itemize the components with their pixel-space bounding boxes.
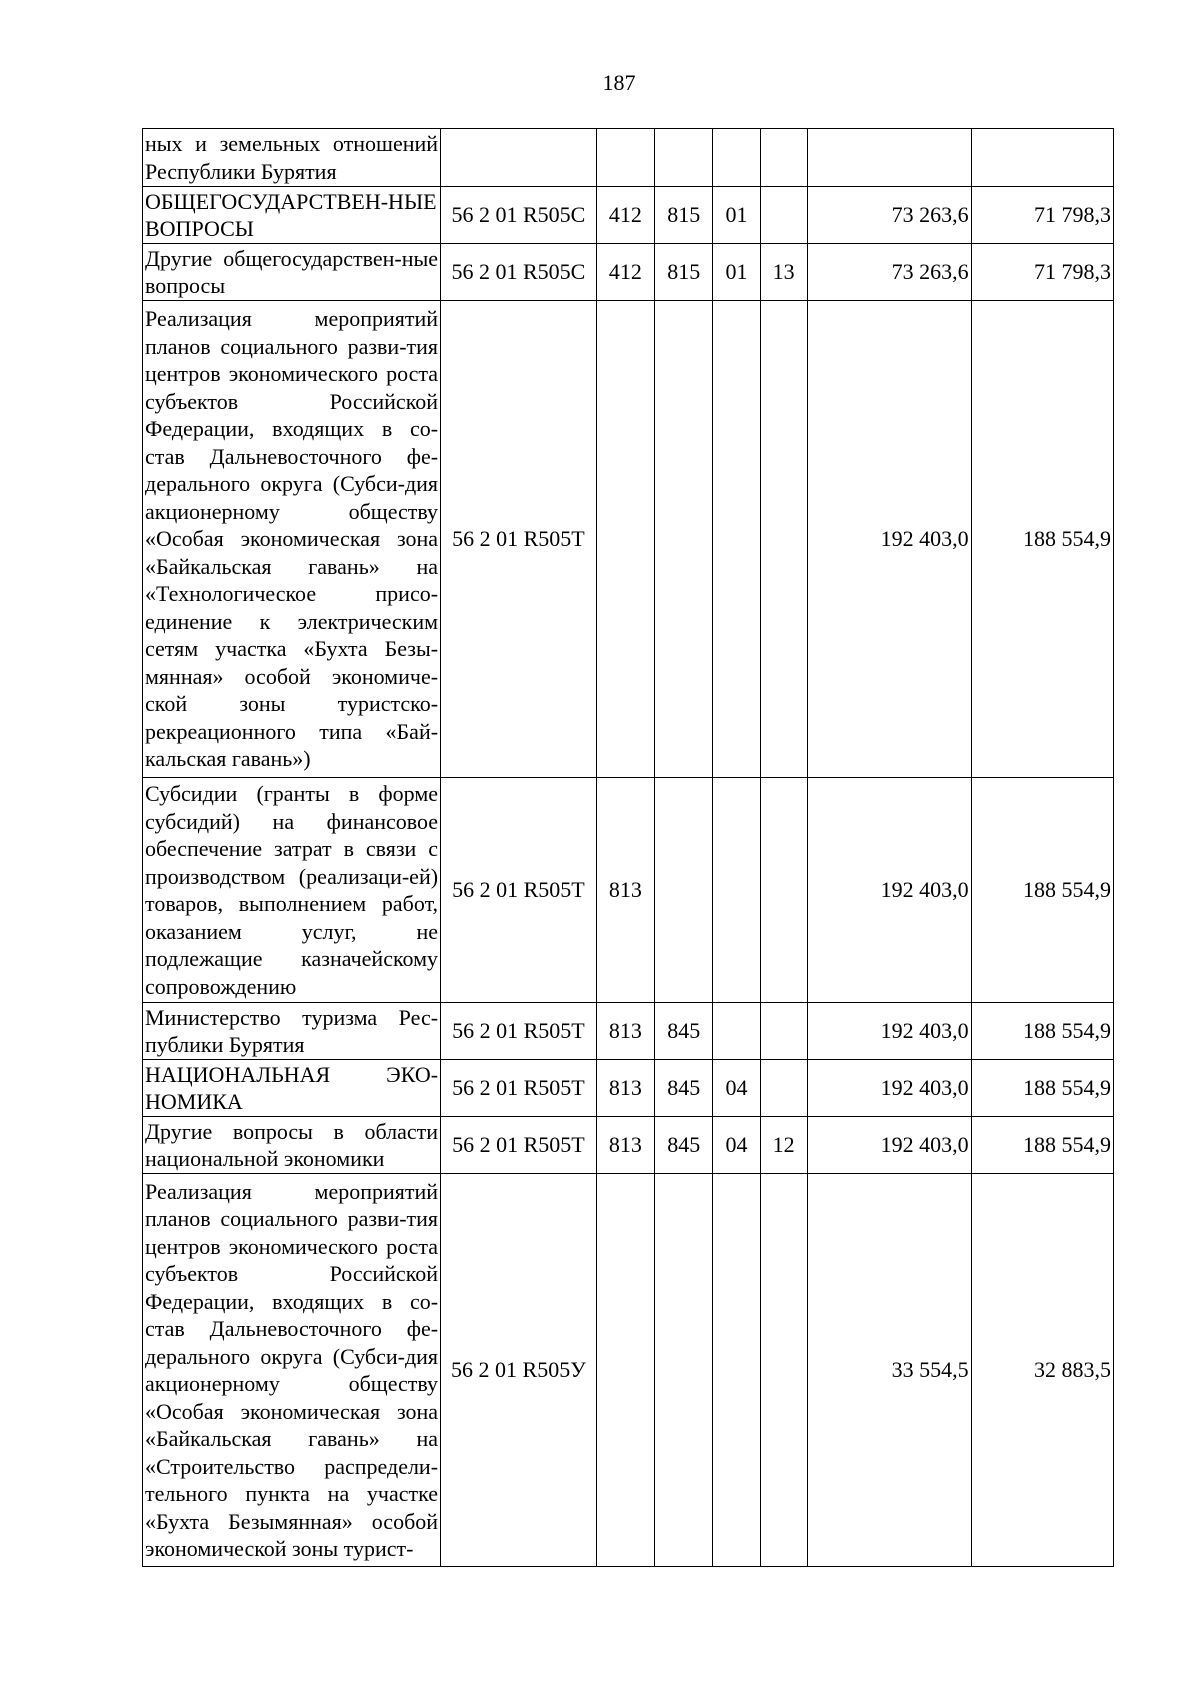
administrator-code: 845 [655, 1003, 713, 1060]
amount-2 [971, 129, 1113, 187]
target-article-code: 56 2 01 R505У [441, 1174, 597, 1567]
target-article-code: 56 2 01 R505Т [441, 1003, 597, 1060]
target-article-code [441, 129, 597, 187]
amount-2: 188 554,9 [971, 778, 1113, 1003]
row-description: ОБЩЕГОСУДАРСТВЕН-НЫЕ ВОПРОСЫ [143, 187, 441, 244]
section-code [713, 778, 760, 1003]
amount-1: 192 403,0 [807, 1060, 971, 1117]
amount-2: 188 554,9 [971, 1117, 1113, 1174]
subsection-code [760, 129, 807, 187]
section-code: 04 [713, 1117, 760, 1174]
subsection-code [760, 1174, 807, 1567]
subsection-code [760, 187, 807, 244]
expense-type-code: 412 [596, 187, 654, 244]
amount-2: 188 554,9 [971, 1003, 1113, 1060]
amount-1: 192 403,0 [807, 1003, 971, 1060]
subsection-code: 13 [760, 244, 807, 301]
section-code: 01 [713, 187, 760, 244]
row-description: Реализация мероприятий планов социального разви-тия центров экономического роста субъектов Российской Федерации, входящих в со-став Дальневосточного фе-дерального округа (Субси-дия акционерному обществу «Особая экономическая зона «Байкальская гавань» на «Технологическое присо-единение к электрическим сетям участка «Бухта Безы-мянная» особой экономиче-ской зоны туристско-рекреационного типа «Бай-кальская гавань») [143, 301, 441, 778]
administrator-code [655, 301, 713, 778]
row-description: Субсидии (гранты в форме субсидий) на финансовое обеспечение затрат в связи с производством (реализаци-ей) товаров, выполнением работ, оказанием услуг, не подлежащие казначейскому сопровождению [143, 778, 441, 1003]
amount-1: 33 554,5 [807, 1174, 971, 1567]
amount-2: 71 798,3 [971, 244, 1113, 301]
administrator-code [655, 778, 713, 1003]
table-row [143, 301, 1114, 778]
expense-type-code [596, 1174, 654, 1567]
table-row [143, 244, 1114, 301]
row-description: Другие общегосударствен-ные вопросы [143, 244, 441, 301]
section-code [713, 301, 760, 778]
expense-type-code: 813 [596, 1003, 654, 1060]
budget-table [142, 128, 1114, 1567]
table-row [143, 129, 1114, 187]
amount-2: 32 883,5 [971, 1174, 1113, 1567]
target-article-code: 56 2 01 R505C [441, 244, 597, 301]
expense-type-code: 813 [596, 1117, 654, 1174]
row-description: Другие вопросы в области национальной экономики [143, 1117, 441, 1174]
amount-1: 192 403,0 [807, 301, 971, 778]
section-code: 01 [713, 244, 760, 301]
expense-type-code: 813 [596, 1060, 654, 1117]
row-description: Реализация мероприятий планов социального разви-тия центров экономического роста субъектов Российской Федерации, входящих в со-став Дальневосточного фе-дерального округа (Субси-дия акционерному обществу «Особая экономическая зона «Байкальская гавань» на «Строительство распредели-тельного пункта на участке «Бухта Безымянная» особой экономической зоны турист- [143, 1174, 441, 1567]
subsection-code [760, 1060, 807, 1117]
subsection-code [760, 778, 807, 1003]
administrator-code: 845 [655, 1060, 713, 1117]
section-code [713, 129, 760, 187]
row-description: Министерство туризма Рес-публики Бурятия [143, 1003, 441, 1060]
table-row [143, 1060, 1114, 1117]
amount-1: 73 263,6 [807, 187, 971, 244]
table-row [143, 1003, 1114, 1060]
table-row [143, 187, 1114, 244]
expense-type-code [596, 129, 654, 187]
target-article-code: 56 2 01 R505Т [441, 1117, 597, 1174]
section-code: 04 [713, 1060, 760, 1117]
subsection-code [760, 1003, 807, 1060]
subsection-code: 12 [760, 1117, 807, 1174]
row-description: НАЦИОНАЛЬНАЯ ЭКО-НОМИКА [143, 1060, 441, 1117]
table-row [143, 1117, 1114, 1174]
target-article-code: 56 2 01 R505Т [441, 301, 597, 778]
row-description: ных и земельных отношений Республики Бурятия [143, 129, 441, 187]
table-row [143, 778, 1114, 1003]
administrator-code: 815 [655, 187, 713, 244]
section-code [713, 1174, 760, 1567]
subsection-code [760, 301, 807, 778]
page-number: 187 [602, 70, 636, 95]
target-article-code: 56 2 01 R505C [441, 187, 597, 244]
administrator-code [655, 1174, 713, 1567]
administrator-code [655, 129, 713, 187]
amount-2: 71 798,3 [971, 187, 1113, 244]
amount-1 [807, 129, 971, 187]
expense-type-code: 813 [596, 778, 654, 1003]
administrator-code: 845 [655, 1117, 713, 1174]
amount-2: 188 554,9 [971, 1060, 1113, 1117]
section-code [713, 1003, 760, 1060]
amount-1: 192 403,0 [807, 1117, 971, 1174]
administrator-code: 815 [655, 244, 713, 301]
target-article-code: 56 2 01 R505Т [441, 1060, 597, 1117]
amount-1: 192 403,0 [807, 778, 971, 1003]
amount-2: 188 554,9 [971, 301, 1113, 778]
expense-type-code: 412 [596, 244, 654, 301]
expense-type-code [596, 301, 654, 778]
target-article-code: 56 2 01 R505Т [441, 778, 597, 1003]
amount-1: 73 263,6 [807, 244, 971, 301]
table-row [143, 1174, 1114, 1567]
